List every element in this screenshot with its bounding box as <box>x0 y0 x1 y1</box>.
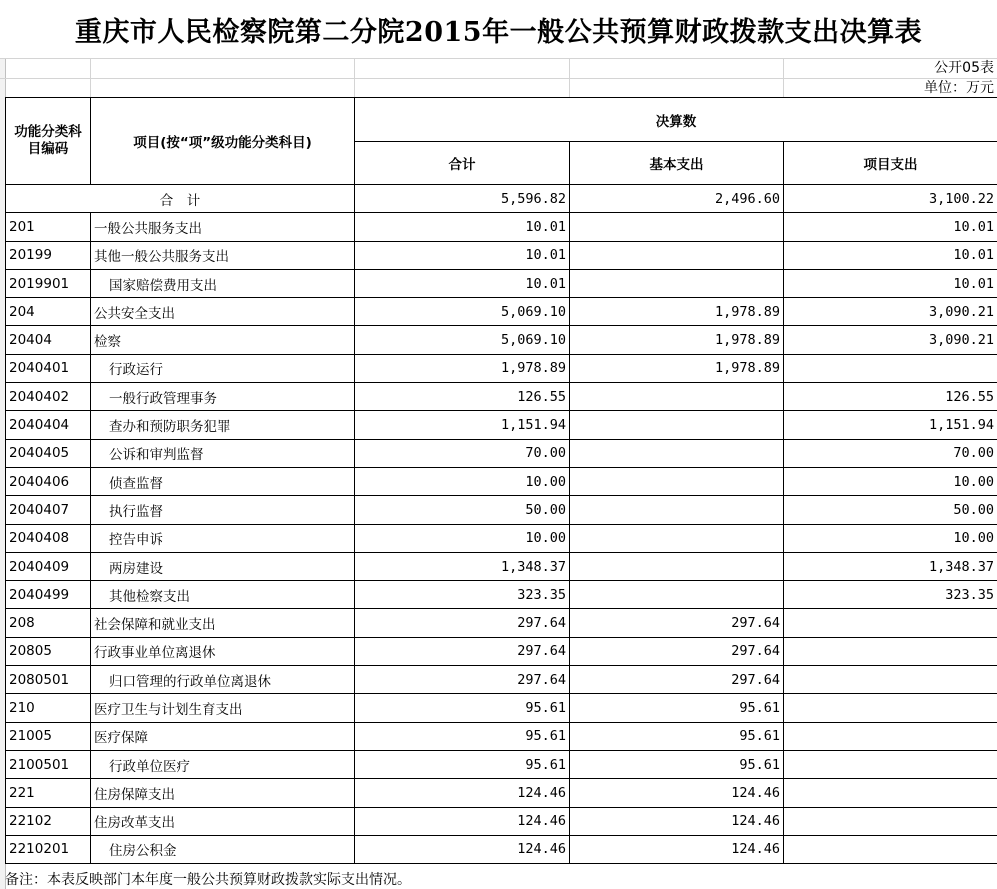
total-row-project: 3,100.22 <box>784 185 997 213</box>
header-code: 功能分类科目编码 <box>6 98 91 185</box>
table-row <box>6 298 997 326</box>
row-project: 10.01 <box>784 213 997 241</box>
row-total: 323.35 <box>355 581 570 609</box>
row-project: 10.01 <box>784 269 997 297</box>
row-project <box>784 722 997 750</box>
row-basic <box>570 411 784 439</box>
table-row <box>6 807 997 835</box>
row-project <box>784 807 997 835</box>
row-code: 201 <box>6 213 91 241</box>
row-total: 5,069.10 <box>355 326 570 354</box>
table-number: 公开05表 <box>934 60 994 76</box>
row-code: 2040407 <box>6 496 91 524</box>
row-project: 3,090.21 <box>784 298 997 326</box>
row-code: 2040405 <box>6 439 91 467</box>
row-name: 控告申诉 <box>91 524 355 552</box>
row-name: 执行监督 <box>91 496 355 524</box>
row-project: 10.00 <box>784 524 997 552</box>
row-name: 公共安全支出 <box>91 298 355 326</box>
table-row <box>6 835 997 863</box>
table-row <box>6 269 997 297</box>
table-row <box>6 496 997 524</box>
row-project: 10.01 <box>784 241 997 269</box>
header-total: 合计 <box>355 142 570 185</box>
row-code: 20199 <box>6 241 91 269</box>
row-basic: 124.46 <box>570 779 784 807</box>
row-name: 一般公共服务支出 <box>91 213 355 241</box>
row-name: 国家赔偿费用支出 <box>91 269 355 297</box>
row-code: 210 <box>6 694 91 722</box>
row-code: 2040499 <box>6 581 91 609</box>
row-project <box>784 609 997 637</box>
row-total: 10.00 <box>355 467 570 495</box>
row-name: 检察 <box>91 326 355 354</box>
total-row-basic: 2,496.60 <box>570 185 784 213</box>
row-name: 住房改革支出 <box>91 807 355 835</box>
row-name: 其他检察支出 <box>91 581 355 609</box>
row-total: 50.00 <box>355 496 570 524</box>
row-code: 20404 <box>6 326 91 354</box>
row-basic: 297.64 <box>570 637 784 665</box>
row-total: 10.01 <box>355 213 570 241</box>
row-total: 124.46 <box>355 835 570 863</box>
row-name: 医疗保障 <box>91 722 355 750</box>
header-name: 项目(按“项”级功能分类科目) <box>91 98 355 185</box>
total-row-label: 合 计 <box>6 185 355 213</box>
row-basic: 95.61 <box>570 694 784 722</box>
row-basic: 95.61 <box>570 722 784 750</box>
table-row <box>6 722 997 750</box>
row-total: 126.55 <box>355 383 570 411</box>
table-row <box>6 609 997 637</box>
table-row <box>6 779 997 807</box>
table-row <box>6 241 997 269</box>
row-code: 20805 <box>6 637 91 665</box>
row-code: 2080501 <box>6 666 91 694</box>
row-total: 1,978.89 <box>355 354 570 382</box>
row-name: 住房保障支出 <box>91 779 355 807</box>
row-basic <box>570 213 784 241</box>
row-name: 行政单位医疗 <box>91 750 355 778</box>
row-project: 1,348.37 <box>784 552 997 580</box>
row-total: 297.64 <box>355 637 570 665</box>
row-basic <box>570 439 784 467</box>
table-row <box>6 524 997 552</box>
row-code: 2040409 <box>6 552 91 580</box>
row-project <box>784 750 997 778</box>
row-project <box>784 637 997 665</box>
table-row <box>6 637 997 665</box>
row-project: 126.55 <box>784 383 997 411</box>
row-name: 行政运行 <box>91 354 355 382</box>
report-title: 重庆市人民检察院第二分院2015年一般公共预算财政拨款支出决算表 <box>74 16 923 48</box>
row-name: 社会保障和就业支出 <box>91 609 355 637</box>
row-total: 10.01 <box>355 241 570 269</box>
row-total: 297.64 <box>355 609 570 637</box>
row-basic: 297.64 <box>570 609 784 637</box>
row-total: 10.00 <box>355 524 570 552</box>
table-row <box>6 326 997 354</box>
row-name: 两房建设 <box>91 552 355 580</box>
row-total: 95.61 <box>355 722 570 750</box>
row-project: 323.35 <box>784 581 997 609</box>
row-basic: 1,978.89 <box>570 326 784 354</box>
row-total: 124.46 <box>355 807 570 835</box>
row-code: 2040404 <box>6 411 91 439</box>
row-total: 95.61 <box>355 750 570 778</box>
row-project <box>784 779 997 807</box>
row-name: 查办和预防职务犯罪 <box>91 411 355 439</box>
row-project: 1,151.94 <box>784 411 997 439</box>
row-total: 1,151.94 <box>355 411 570 439</box>
row-name: 一般行政管理事务 <box>91 383 355 411</box>
row-basic: 1,978.89 <box>570 298 784 326</box>
row-project: 10.00 <box>784 467 997 495</box>
unit-label: 单位：万元 <box>924 80 994 96</box>
row-project: 3,090.21 <box>784 326 997 354</box>
row-total: 124.46 <box>355 779 570 807</box>
table-row <box>6 383 997 411</box>
table-row <box>6 694 997 722</box>
table-row <box>6 213 997 241</box>
row-name: 公诉和审判监督 <box>91 439 355 467</box>
row-code: 2100501 <box>6 750 91 778</box>
row-code: 221 <box>6 779 91 807</box>
row-basic <box>570 241 784 269</box>
row-basic <box>570 467 784 495</box>
footnote: 备注：本表反映部门本年度一般公共预算财政拨款实际支出情况。 <box>5 872 411 888</box>
row-code: 2019901 <box>6 269 91 297</box>
row-name: 医疗卫生与计划生育支出 <box>91 694 355 722</box>
row-code: 2040406 <box>6 467 91 495</box>
row-code: 2210201 <box>6 835 91 863</box>
table-row <box>6 467 997 495</box>
row-project: 70.00 <box>784 439 997 467</box>
table-row <box>6 354 997 382</box>
table-row <box>6 411 997 439</box>
table-row <box>6 552 997 580</box>
header-project: 项目支出 <box>784 142 997 185</box>
row-code: 22102 <box>6 807 91 835</box>
row-total: 1,348.37 <box>355 552 570 580</box>
row-basic <box>570 552 784 580</box>
meta-grid-area <box>0 58 997 98</box>
row-basic <box>570 524 784 552</box>
header-basic: 基本支出 <box>570 142 784 185</box>
row-name: 归口管理的行政单位离退休 <box>91 666 355 694</box>
row-total: 297.64 <box>355 666 570 694</box>
row-basic: 1,978.89 <box>570 354 784 382</box>
row-code: 2040401 <box>6 354 91 382</box>
row-basic: 95.61 <box>570 750 784 778</box>
row-basic: 124.46 <box>570 835 784 863</box>
table-row <box>6 666 997 694</box>
row-project <box>784 835 997 863</box>
row-basic <box>570 581 784 609</box>
row-code: 2040408 <box>6 524 91 552</box>
row-name: 侦查监督 <box>91 467 355 495</box>
row-basic: 297.64 <box>570 666 784 694</box>
row-total: 70.00 <box>355 439 570 467</box>
table-row <box>6 439 997 467</box>
row-name: 其他一般公共服务支出 <box>91 241 355 269</box>
row-project: 50.00 <box>784 496 997 524</box>
row-project <box>784 666 997 694</box>
row-name: 住房公积金 <box>91 835 355 863</box>
row-basic <box>570 383 784 411</box>
row-code: 204 <box>6 298 91 326</box>
row-basic: 124.46 <box>570 807 784 835</box>
total-row <box>6 185 997 213</box>
row-code: 2040402 <box>6 383 91 411</box>
table-row <box>6 581 997 609</box>
row-basic <box>570 269 784 297</box>
row-total: 5,069.10 <box>355 298 570 326</box>
row-code: 21005 <box>6 722 91 750</box>
row-project <box>784 354 997 382</box>
row-total: 95.61 <box>355 694 570 722</box>
row-name: 行政事业单位离退休 <box>91 637 355 665</box>
row-code: 208 <box>6 609 91 637</box>
row-project <box>784 694 997 722</box>
header-group: 决算数 <box>355 98 997 142</box>
table-row <box>6 750 997 778</box>
row-basic <box>570 496 784 524</box>
row-total: 10.01 <box>355 269 570 297</box>
total-row-total: 5,596.82 <box>355 185 570 213</box>
budget-table <box>5 97 997 864</box>
